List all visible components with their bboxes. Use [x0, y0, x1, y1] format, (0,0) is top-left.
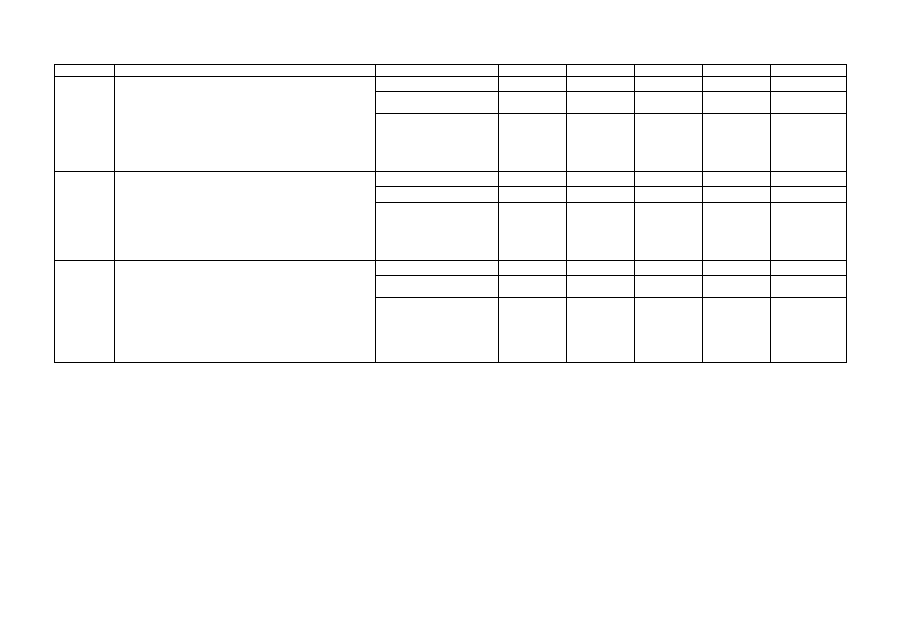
value-cell — [567, 261, 635, 276]
value-cell — [499, 187, 567, 203]
header-cell — [115, 65, 376, 77]
value-cell — [771, 77, 847, 92]
value-cell — [771, 114, 847, 172]
header-cell — [55, 65, 115, 77]
item-name — [115, 77, 376, 172]
source-label — [376, 92, 499, 114]
item-code — [55, 261, 115, 363]
value-cell — [567, 92, 635, 114]
value-cell — [567, 187, 635, 203]
value-cell — [703, 92, 771, 114]
source-label — [376, 77, 499, 92]
source-label — [376, 276, 499, 298]
value-cell — [499, 114, 567, 172]
value-cell — [771, 276, 847, 298]
value-cell — [771, 187, 847, 203]
source-label — [376, 261, 499, 276]
value-cell — [703, 203, 771, 261]
value-cell — [499, 92, 567, 114]
header-cell — [635, 65, 703, 77]
value-cell — [703, 114, 771, 172]
value-cell — [771, 298, 847, 363]
source-label — [376, 172, 499, 187]
value-cell — [703, 187, 771, 203]
value-cell — [635, 172, 703, 187]
value-cell — [499, 203, 567, 261]
header-cell — [703, 65, 771, 77]
value-cell — [771, 92, 847, 114]
value-cell — [703, 298, 771, 363]
value-cell — [499, 172, 567, 187]
value-cell — [703, 172, 771, 187]
value-cell — [635, 276, 703, 298]
value-cell — [567, 172, 635, 187]
value-cell — [635, 77, 703, 92]
value-cell — [771, 172, 847, 187]
value-cell — [703, 77, 771, 92]
value-cell — [499, 276, 567, 298]
value-cell — [567, 298, 635, 363]
value-cell — [567, 114, 635, 172]
source-cell — [376, 114, 499, 172]
spacer — [380, 357, 494, 362]
value-cell — [499, 298, 567, 363]
value-cell — [635, 92, 703, 114]
header-cell — [567, 65, 635, 77]
value-cell — [635, 114, 703, 172]
table-row — [55, 261, 847, 276]
value-cell — [635, 187, 703, 203]
item-name — [115, 172, 376, 261]
value-cell — [567, 276, 635, 298]
source-cell — [376, 203, 499, 261]
header-row — [55, 65, 847, 77]
value-cell — [771, 203, 847, 261]
value-cell — [635, 261, 703, 276]
budget-table — [54, 64, 847, 363]
value-cell — [703, 261, 771, 276]
table-row — [55, 77, 847, 92]
value-cell — [703, 276, 771, 298]
header-cell — [376, 65, 499, 77]
value-cell — [567, 203, 635, 261]
value-cell — [635, 203, 703, 261]
header-cell — [499, 65, 567, 77]
value-cell — [567, 77, 635, 92]
item-name — [115, 261, 376, 363]
value-cell — [635, 298, 703, 363]
source-cell — [376, 298, 499, 363]
value-cell — [499, 77, 567, 92]
source-label — [376, 187, 499, 203]
value-cell — [771, 261, 847, 276]
value-cell — [499, 261, 567, 276]
item-code — [55, 77, 115, 172]
table-row — [55, 172, 847, 187]
item-code — [55, 172, 115, 261]
header-cell — [771, 65, 847, 77]
